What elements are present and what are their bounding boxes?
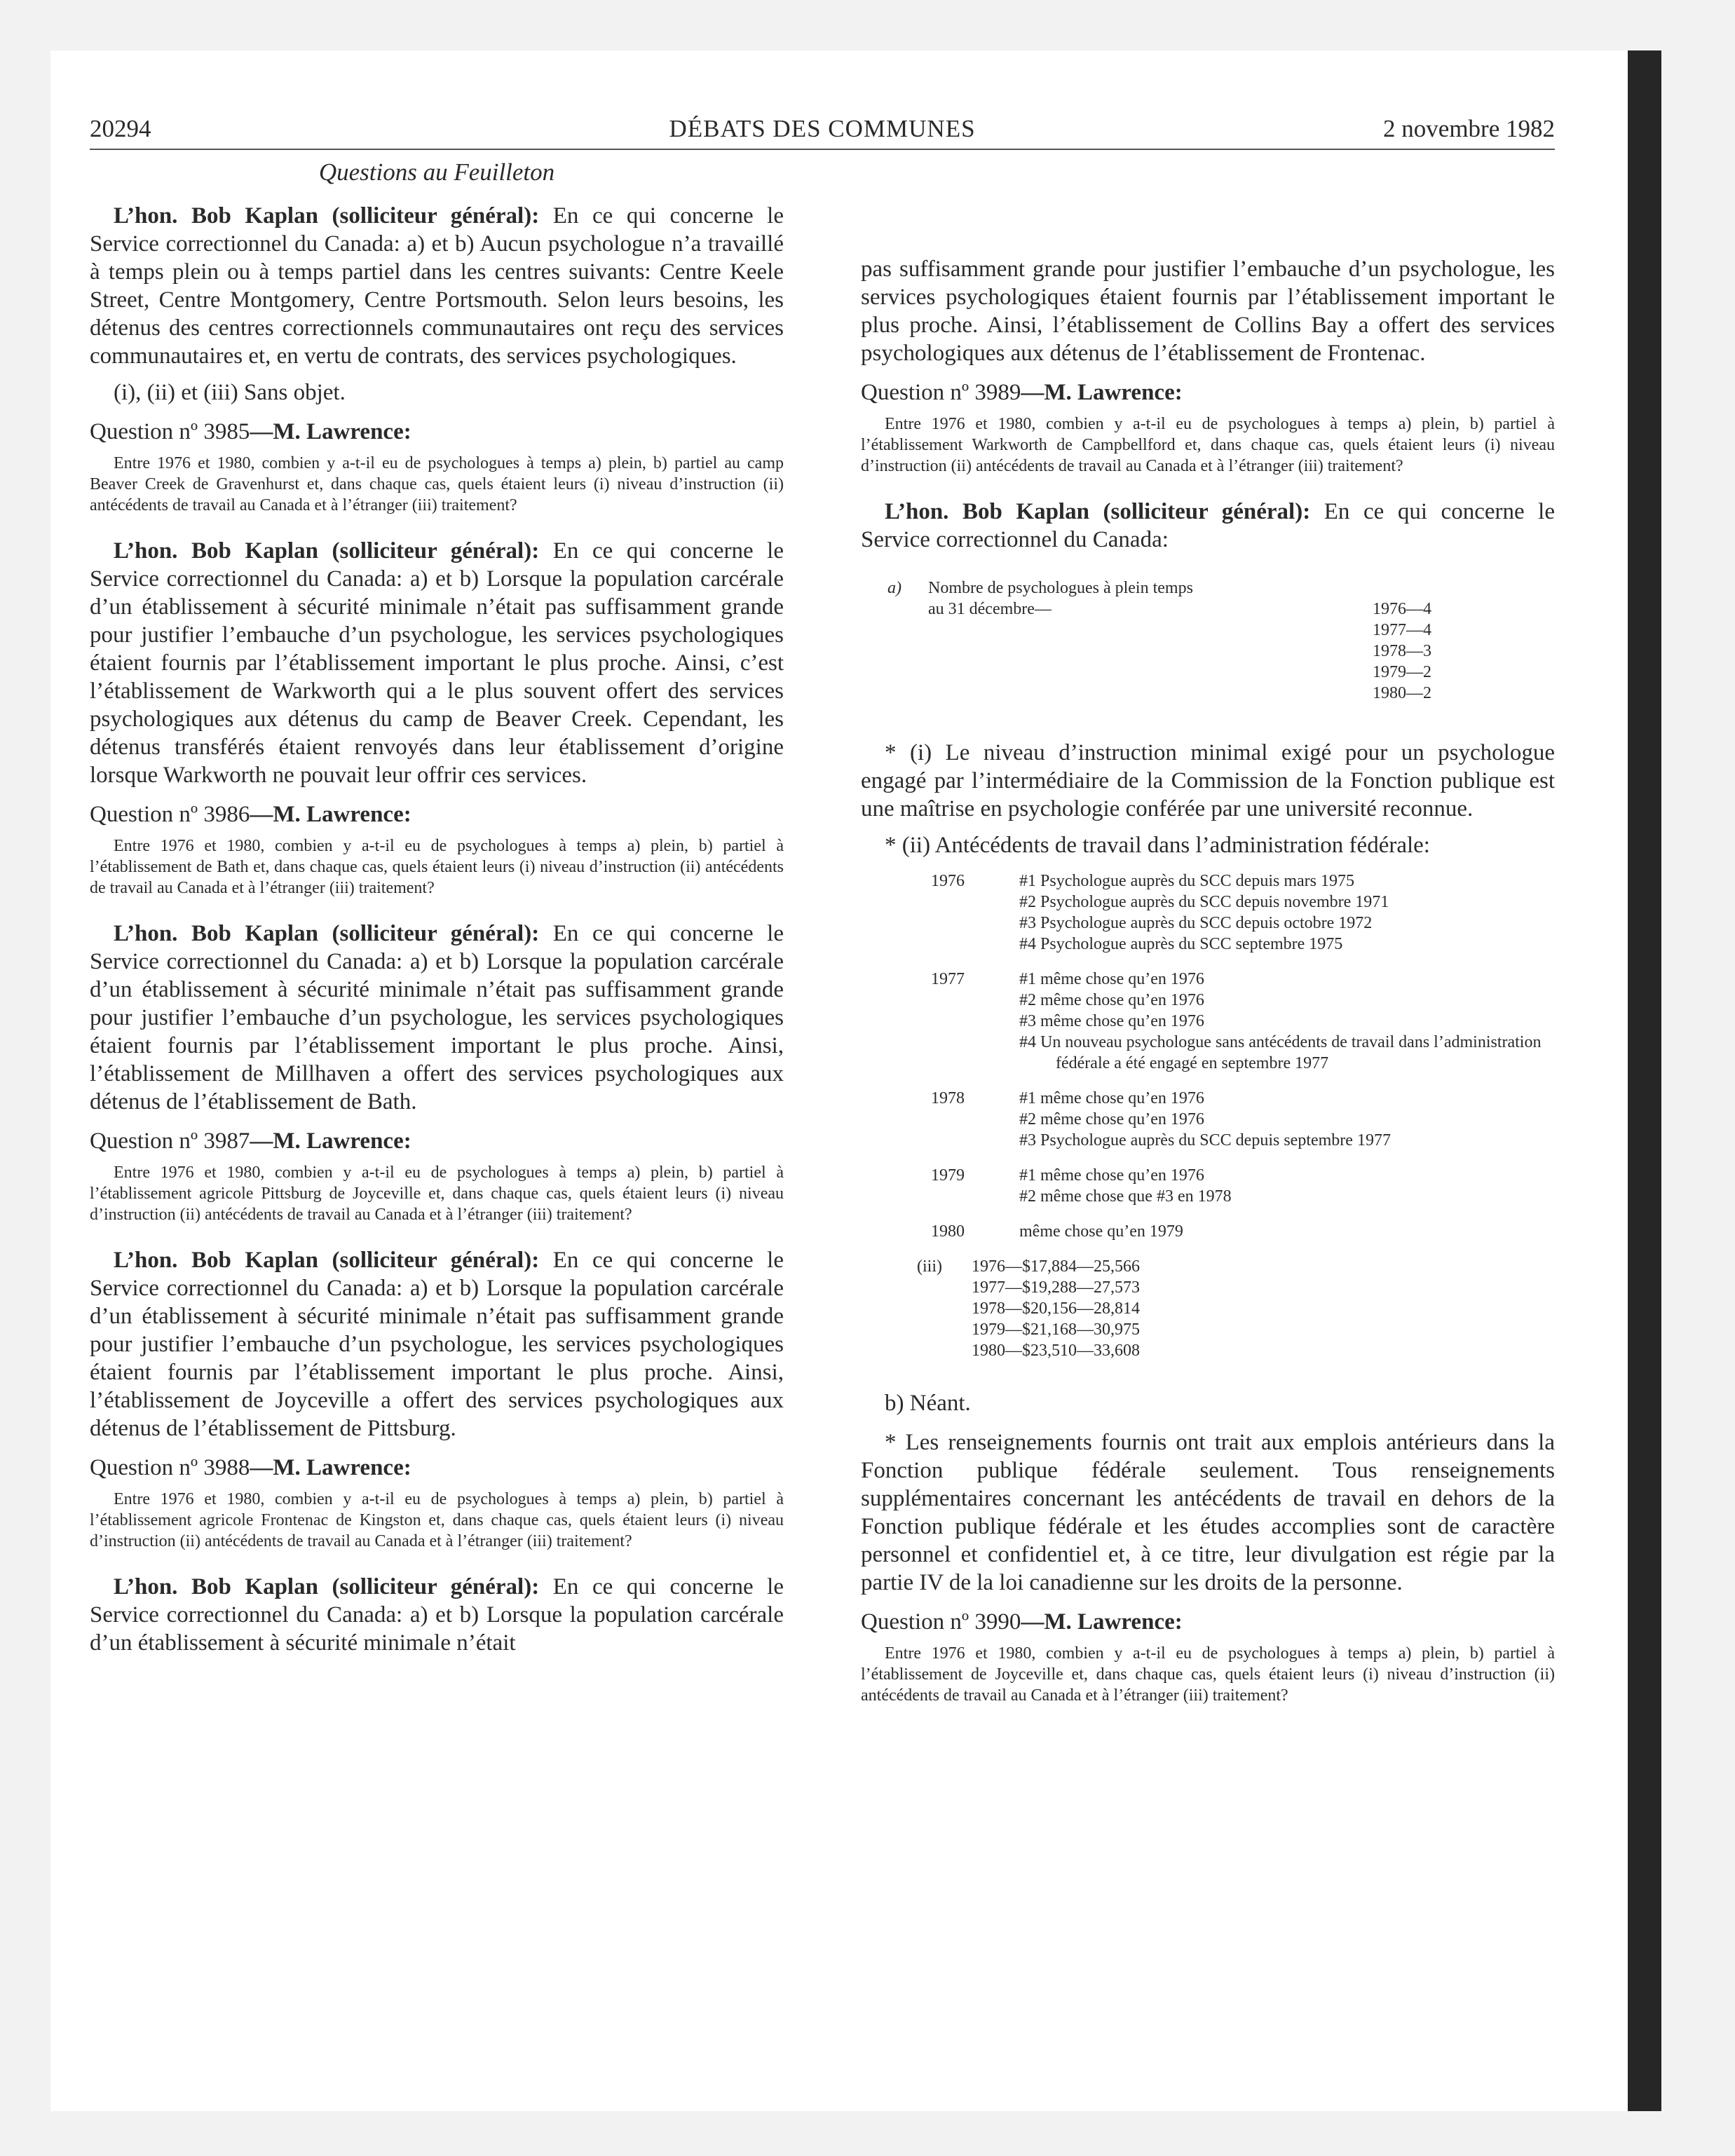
salary-list (861, 1256, 1555, 1368)
question-heading (861, 1608, 1555, 1636)
work-history-list (861, 871, 1555, 1242)
year-count: 1976—4 (1373, 600, 1431, 618)
question-member: —M. Lawrence: (1021, 1609, 1183, 1635)
speaker-name: L’hon. Bob Kaplan (solliciteur général): (114, 921, 540, 946)
publication-title: DÉBATS DES COMMUNES (669, 115, 976, 142)
question-text: Entre 1976 et 1980, combien y a-t-il eu de psychologues à temps a) plein, b) partiel à l’établissement agricole Frontenac de Kingston et, dans chaque cas, quels étaient leurs (i) niveau d’instruction (ii) antécédents de travail au Canada et à l’étranger (iii) traitement? (90, 1490, 784, 1550)
history-item: #1 même chose qu’en 1976 (1019, 970, 1204, 988)
question-heading (861, 378, 1555, 407)
left-column (90, 158, 784, 1665)
question-number: Question nº 3989 (861, 380, 1021, 405)
question-number: Question nº 3985 (90, 419, 250, 444)
answer-text: En ce qui concerne le Service correctionnel du Canada: a) et b) Aucun psychologue n’a travaillé à temps plein ou à temps partiel dans les centres suivants: Centre Keele Street, Centre Montgomery, Centre Portsmouth. Selon leurs besoins, les détenus des centres correctionnels communautaires ont reçu des services communautaires et, en vertu de contrats, des services psychologiques. (90, 203, 784, 369)
answer-b: b) Néant. (885, 1391, 971, 1416)
speaker-name: L’hon. Bob Kaplan (solliciteur général): (114, 1574, 540, 1599)
history-year-block (861, 1165, 1555, 1207)
speaker-name: L’hon. Bob Kaplan (solliciteur général): (114, 203, 540, 228)
question-text: Entre 1976 et 1980, combien y a-t-il eu de psychologues à temps a) plein, b) partiel à l’établissement Warkworth de Campbellford et, dans chaque cas, quels étaient leurs (i) niveau d’instruction (ii) antécédents de travail au Canada et à l’étranger (iii) traitement? (861, 415, 1555, 475)
question-number: Question nº 3988 (90, 1455, 250, 1480)
question-text: Entre 1976 et 1980, combien y a-t-il eu de psychologues à temps a) plein, b) partiel à l’établissement agricole Pittsburg de Joyceville et, dans chaque cas, quels étaient leurs (i) niveau d’instruction (ii) antécédents de travail au Canada et à l’étranger (iii) traitement? (90, 1164, 784, 1224)
history-year-block (861, 1088, 1555, 1151)
answer-paragraph (861, 498, 1555, 554)
answer-paragraph: (i), (ii) et (iii) Sans objet. (114, 380, 346, 405)
answer-text: En ce qui concerne le Service correctionnel du Canada: a) et b) Lorsque la population carcérale d’un établissement à sécurité minimale n’était pas suffisamment grande pour justifier l’embauche d’un psychologue, les services psychologiques étaient fournis par l’établissement important le plus proche. Ainsi, l’établissement de Millhaven a offert des services psychologiques aux détenus de l’établissement de Bath. (90, 921, 784, 1114)
note-work-history: * (ii) Antécédents de travail dans l’administration fédérale: (885, 833, 1430, 858)
speaker-name: L’hon. Bob Kaplan (solliciteur général): (114, 538, 540, 564)
publication-date: 2 novembre 1982 (1383, 115, 1555, 142)
page-header (90, 115, 1555, 150)
question-number: Question nº 3987 (90, 1128, 250, 1154)
answer-text: En ce qui concerne le Service correctionnel du Canada: (861, 499, 1556, 552)
answer-text: En ce qui concerne le Service correctionnel du Canada: a) et b) Lorsque la population carcérale d’un établissement à sécurité minimale n’était pas suffisamment grande pour justifier l’embauche d’un psychologue, les services psychologiques étaient fournis par l’établissement important le plus proche. Ainsi, c’est l’établissement de Warkworth qui a le plus souvent offert des services psychologiques aux détenus du camp de Beaver Creek. Cependant, les détenus transférés étaient renvoyés dans leur établissement d’origine lorsque Warkworth ne pouvait leur offrir ces services. (90, 538, 784, 788)
question-member: —M. Lawrence: (250, 419, 411, 444)
answer-paragraph (90, 1573, 784, 1657)
answer-paragraph (90, 537, 784, 789)
history-year: 1978 (931, 1089, 965, 1107)
question-heading (90, 418, 784, 446)
history-item: #2 même chose qu’en 1976 (1019, 991, 1204, 1009)
history-year: 1979 (931, 1166, 965, 1185)
binding-edge (1628, 50, 1661, 2111)
table-label: a) (887, 579, 901, 597)
history-item: #2 même chose qu’en 1976 (1019, 1110, 1204, 1128)
history-item: #2 Psychologue auprès du SCC depuis novembre 1971 (1019, 893, 1389, 911)
year-count: 1978—3 (1373, 642, 1431, 660)
salary-line: 1976—$17,884—25,566 (972, 1257, 1140, 1276)
right-column (861, 255, 1555, 1727)
speaker-name: L’hon. Bob Kaplan (solliciteur général): (885, 499, 1311, 524)
history-year-block (861, 871, 1555, 955)
history-item: #2 même chose que #3 en 1978 (1019, 1187, 1232, 1206)
history-item: #3 même chose qu’en 1976 (1019, 1012, 1204, 1030)
question-member: —M. Lawrence: (250, 1455, 411, 1480)
history-item: #1 même chose qu’en 1976 (1019, 1166, 1204, 1185)
history-item: même chose qu’en 1979 (1019, 1222, 1183, 1241)
note-confidentiality: * Les renseignements fournis ont trait aux emplois antérieurs dans la Fonction publique fédérale seulement. Tous renseignements supplémentaires concernant les antécédents de travail en dehors de la Fonction publique fédérale et les études accomplies sont de caractère personnel et confidentiel et, à ce titre, leur divulgation est régie par la partie IV de la loi canadienne sur les droits de la personne. (861, 1430, 1555, 1595)
section-title: Questions au Feuilleton (318, 158, 555, 186)
history-item: #1 Psychologue auprès du SCC depuis mars 1975 (1019, 872, 1354, 890)
salary-line: 1979—$21,168—30,975 (972, 1321, 1140, 1339)
question-text: Entre 1976 et 1980, combien y a-t-il eu de psychologues à temps a) plein, b) partiel à l’établissement de Bath et, dans chaque cas, quels étaient leurs (i) niveau d’instruction (ii) antécédents de travail au Canada et à l’étranger (iii) traitement? (90, 837, 784, 897)
fulltime-count-table (861, 578, 1555, 725)
answer-text: En ce qui concerne le Service correctionnel du Canada: a) et b) Lorsque la population carcérale d’un établissement à sécurité minimale n’était (90, 1574, 784, 1656)
history-year: 1976 (931, 872, 965, 890)
question-heading (90, 1127, 784, 1155)
answer-paragraph (90, 920, 784, 1116)
salary-label: (iii) (917, 1257, 942, 1276)
answer-continuation: pas suffisamment grande pour justifier l’embauche d’un psychologue, les services psychologiques étaient fournis par l’établissement important le plus proche. Ainsi, l’établissement de Collins Bay a offert des services psychologiques aux détenus de l’établissement de Frontenac. (861, 257, 1555, 366)
answer-paragraph (90, 1246, 784, 1442)
speaker-name: L’hon. Bob Kaplan (solliciteur général): (114, 1248, 540, 1273)
question-member: —M. Lawrence: (1021, 380, 1183, 405)
history-item: #4 Un nouveau psychologue sans antécédents de travail dans l’administration fédérale a été engagé en septembre 1977 (1019, 1033, 1542, 1072)
question-number: Question nº 3990 (861, 1609, 1021, 1635)
question-heading (90, 800, 784, 828)
question-text: Entre 1976 et 1980, combien y a-t-il eu de psychologues à temps a) plein, b) partiel au camp Beaver Creek de Gravenhurst et, dans chaque cas, quels étaient leurs (i) niveau d’instruction (ii) antécédents de travail au Canada et à l’étranger (iii) traitement? (90, 454, 784, 514)
question-member: —M. Lawrence: (250, 1128, 411, 1154)
question-text: Entre 1976 et 1980, combien y a-t-il eu de psychologues à temps a) plein, b) partiel à l’établissement de Joyceville et, dans chaque cas, quels étaient leurs (i) niveau d’instruction (ii) antécédents de travail au Canada et à l’étranger (iii) traitement? (861, 1644, 1555, 1705)
year-count: 1980—2 (1373, 684, 1431, 702)
history-year: 1980 (931, 1222, 965, 1241)
salary-line: 1980—$23,510—33,608 (972, 1342, 1140, 1360)
answer-text: En ce qui concerne le Service correctionnel du Canada: a) et b) Lorsque la population carcérale d’un établissement à sécurité minimale n’était pas suffisamment grande pour justifier l’embauche d’un psychologue, les services psychologiques étaient fournis par l’établissement important le plus proche. Ainsi, l’établissement de Joyceville a offert des services psychologiques aux détenus de l’établissement de Pittsburg. (90, 1248, 784, 1441)
year-counts (1373, 599, 1431, 704)
history-year-block (861, 969, 1555, 1074)
history-year: 1977 (931, 970, 965, 988)
history-item: #4 Psychologue auprès du SCC septembre 1975 (1019, 935, 1343, 953)
question-member: —M. Lawrence: (250, 802, 411, 827)
page-number: 20294 (90, 115, 151, 142)
year-count: 1977—4 (1373, 621, 1431, 639)
note-education: * (i) Le niveau d’instruction minimal exigé pour un psychologue engagé par l’intermédiaire de la Commission de la Fonction publique est une maîtrise en psychologie conférée par une université reconnue. (861, 740, 1555, 821)
question-number: Question nº 3986 (90, 802, 250, 827)
history-year-block (861, 1221, 1555, 1242)
year-count: 1979—2 (1373, 663, 1431, 681)
history-item: #1 même chose qu’en 1976 (1019, 1089, 1204, 1107)
salary-line: 1978—$20,156—28,814 (972, 1299, 1140, 1318)
history-item: #3 Psychologue auprès du SCC depuis septembre 1977 (1019, 1131, 1391, 1149)
table-caption: au 31 décembre— (928, 600, 1052, 618)
table-caption: Nombre de psychologues à plein temps (928, 579, 1193, 597)
salary-line: 1977—$19,288—27,573 (972, 1278, 1140, 1297)
history-item: #3 Psychologue auprès du SCC depuis octobre 1972 (1019, 914, 1373, 932)
answer-paragraph (90, 202, 784, 370)
question-heading (90, 1454, 784, 1482)
